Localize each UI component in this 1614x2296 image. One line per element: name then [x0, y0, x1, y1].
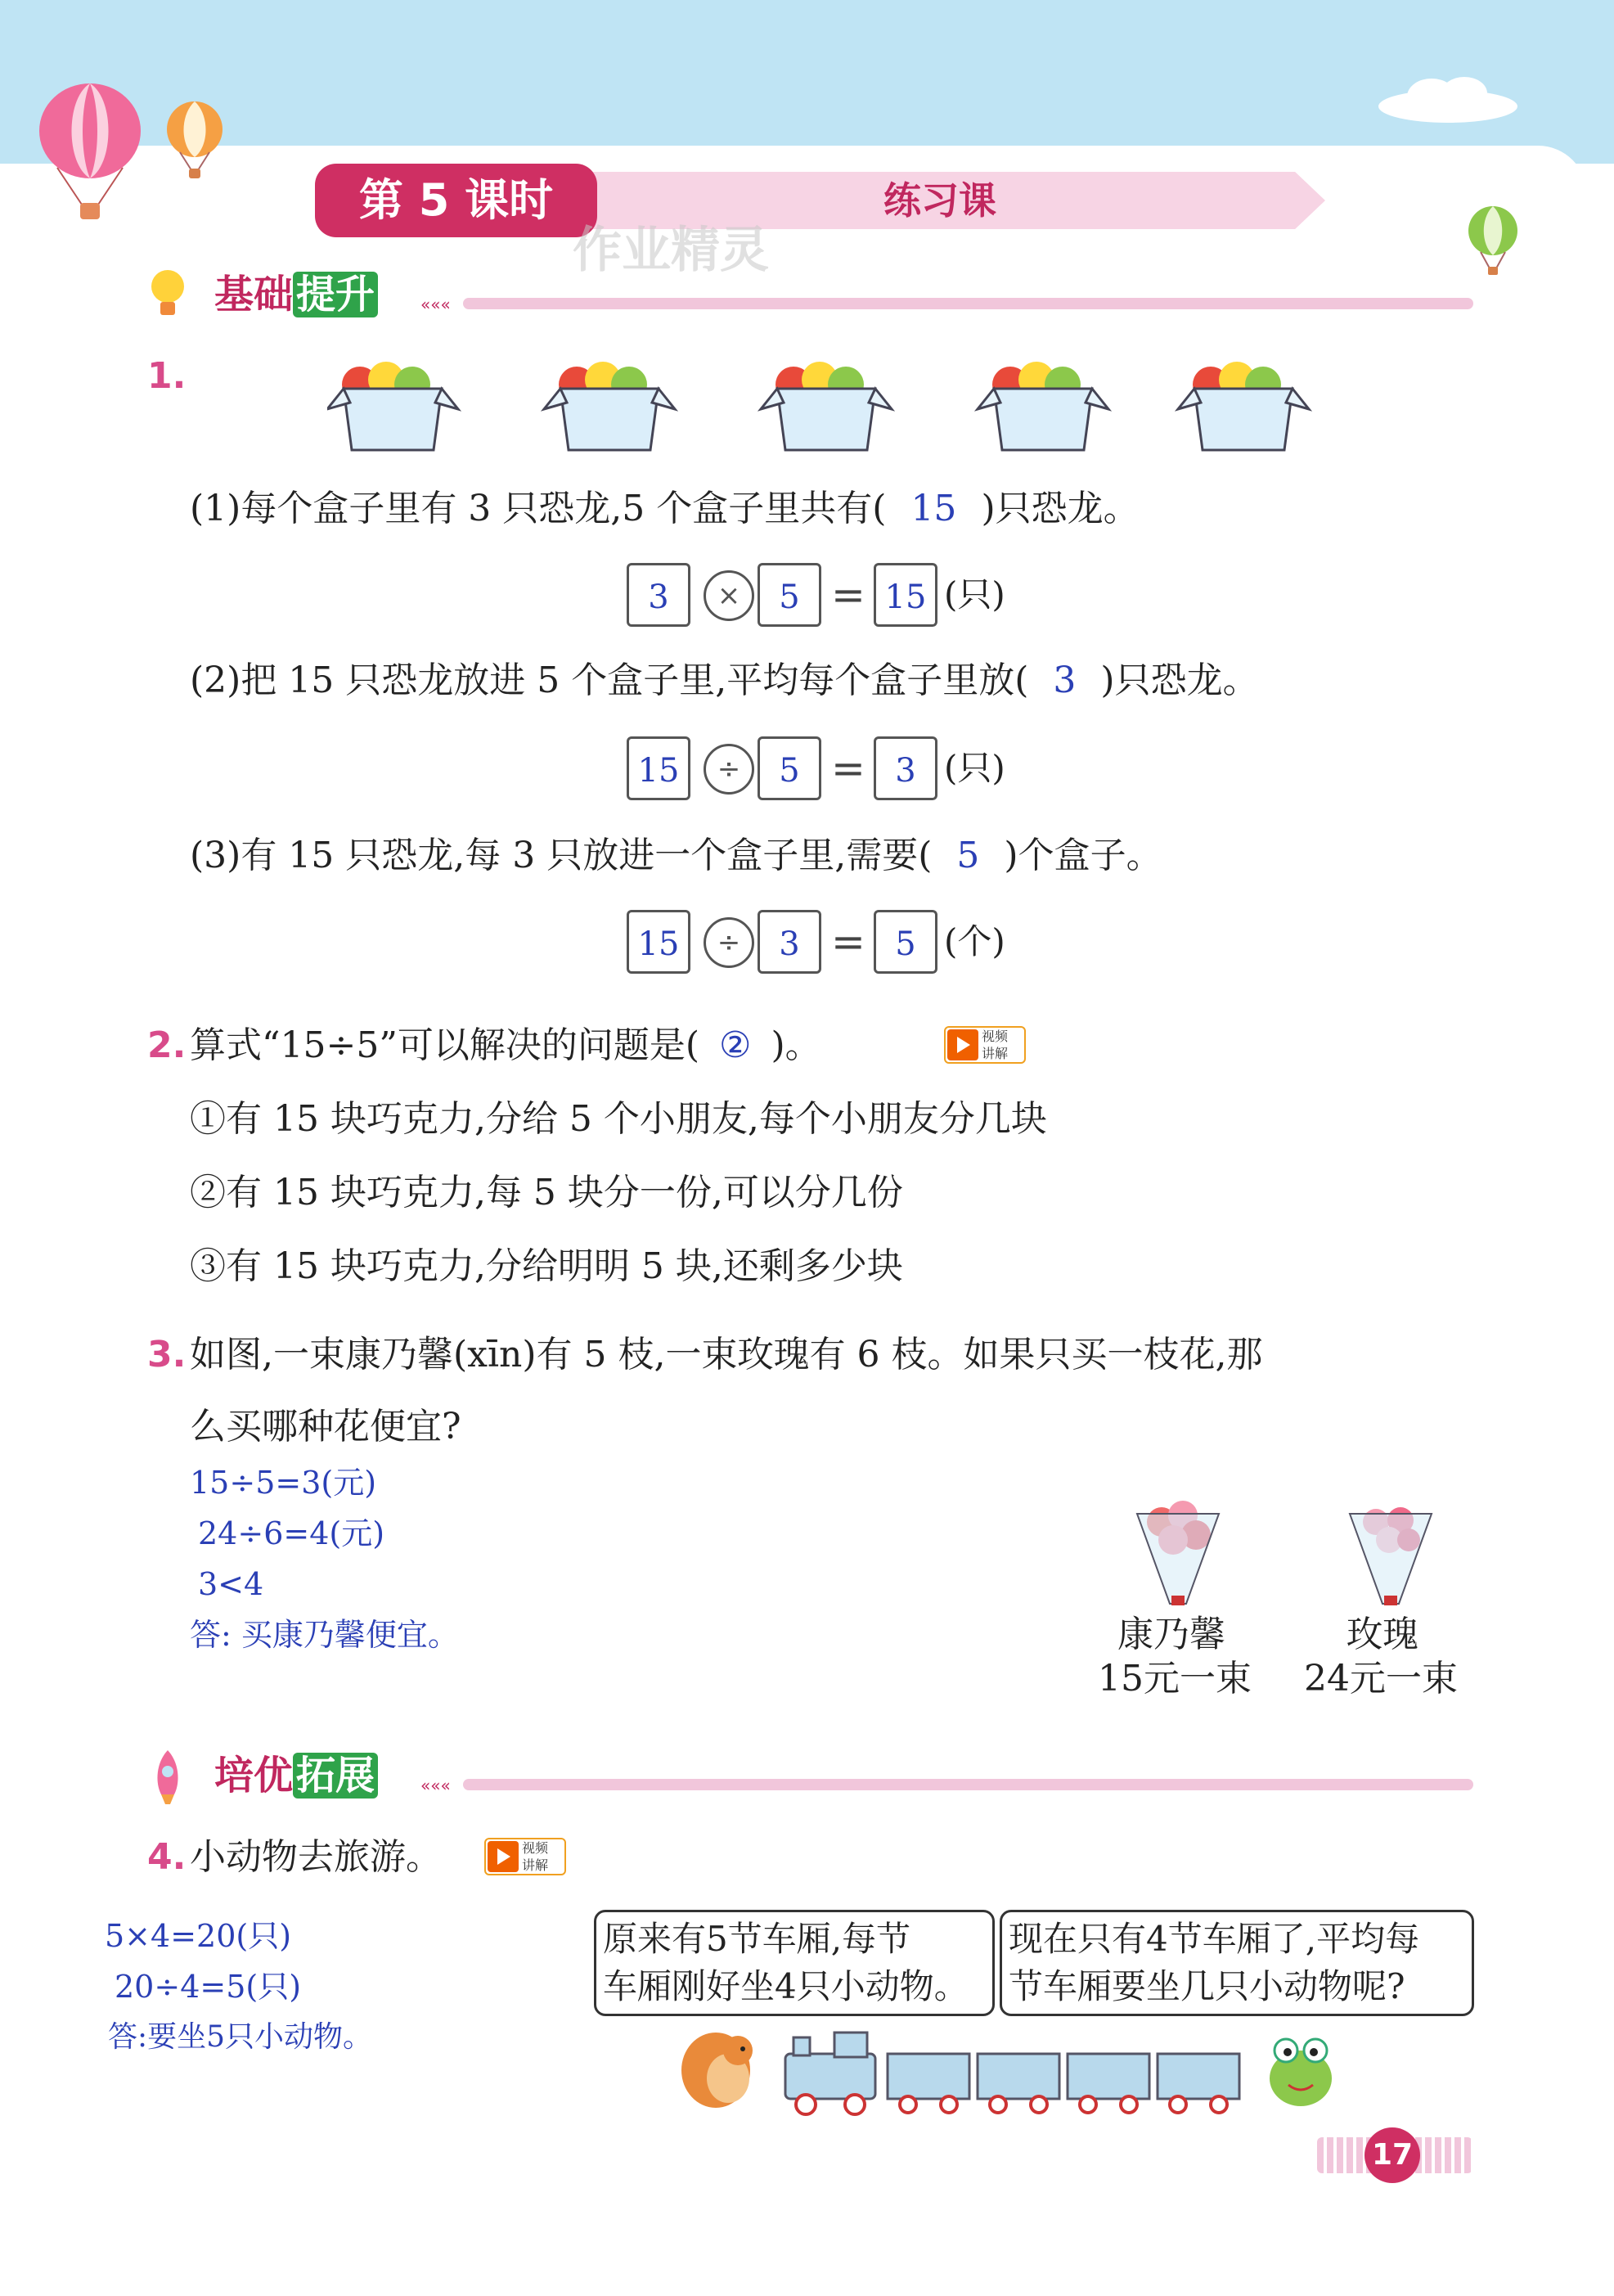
lesson-type-label: 练习课 [883, 178, 996, 223]
q1-sub2-equation [627, 736, 1068, 802]
flower-price: 15元一束 [1098, 1658, 1252, 1699]
question-number: 1. [147, 355, 187, 397]
q1-sub1-equation [627, 563, 1068, 628]
q3-text-line2: 么买哪种花便宜? [190, 1406, 461, 1447]
unit-label: (只) [944, 574, 1005, 615]
flower-name: 玫瑰 [1346, 1614, 1418, 1655]
section-title-basic: 基础提升 [214, 270, 378, 319]
video-lesson-button[interactable]: 视频 讲解 [944, 1026, 1026, 1064]
watermark: 作业精灵 [573, 222, 769, 279]
rocket-icon [147, 1747, 188, 1808]
q3-answer-line: 答: 买康乃馨便宜。 [190, 1617, 459, 1653]
q2-text: 算式“15÷5”可以解决的问题是( ② )。 [190, 1024, 821, 1066]
flower-price: 24元一束 [1304, 1658, 1458, 1699]
page-number: 17 [1364, 2127, 1420, 2183]
section-divider [463, 1779, 1473, 1790]
q4-work-line: 20÷4=5(只) [115, 1969, 302, 2005]
equation-box: 3 [874, 736, 937, 800]
small-balloon-icon [162, 98, 227, 180]
q2-option-3: ③有 15 块巧克力,分给明明 5 块,还剩多少块 [190, 1245, 903, 1287]
answer: 15 [910, 488, 957, 529]
operator-circle: ÷ [704, 917, 754, 968]
equals-sign: = [831, 745, 865, 792]
rose-bouquet-icon [1342, 1489, 1440, 1612]
question-number: 4. [147, 1836, 187, 1878]
q1-sub1-text: (1)每个盒子里有 3 只恐龙,5 个盒子里共有( 15 )只恐龙。 [190, 488, 1140, 529]
question-number: 2. [147, 1024, 187, 1066]
section-arrows: ««« [420, 1776, 451, 1795]
q4-title: 小动物去旅游。 [190, 1836, 442, 1878]
speech-bubble-right: 现在只有4节车厢了,平均每 节车厢要坐几只小动物呢? [1000, 1910, 1474, 2016]
equation-box: 5 [758, 736, 821, 800]
q1-sub3-equation [627, 910, 1068, 975]
lesson-number-label: 第 5 课时 [315, 164, 597, 237]
play-icon [488, 1841, 519, 1872]
equation-box: 15 [627, 736, 690, 800]
q3-work-line: 3<4 [198, 1566, 264, 1602]
q1-sub2-text: (2)把 15 只恐龙放进 5 个盒子里,平均每个盒子里放( 3 )只恐龙。 [190, 660, 1259, 701]
q1-sub3-text: (3)有 15 只恐龙,每 3 只放进一个盒子里,需要( 5 )个盒子。 [190, 835, 1162, 876]
section-title-advanced: 培优拓展 [214, 1751, 378, 1800]
q2-option-2: ②有 15 块巧克力,每 5 块分一份,可以分几份 [190, 1172, 903, 1213]
operator-circle: × [704, 570, 754, 621]
equals-sign: = [831, 918, 865, 966]
lightbulb-icon [147, 266, 188, 323]
flower-name: 康乃馨 [1117, 1614, 1225, 1655]
equation-box: 15 [874, 563, 937, 627]
operator-circle: ÷ [704, 744, 754, 795]
equation-box: 15 [627, 910, 690, 974]
cloud-icon [1374, 74, 1522, 123]
unit-label: (只) [944, 748, 1005, 788]
q4-work-line: 5×4=20(只) [105, 1918, 292, 1954]
answer: 3 [1053, 660, 1077, 701]
question-number: 3. [147, 1334, 187, 1375]
play-icon [947, 1029, 978, 1060]
train-illustration [646, 2021, 1366, 2127]
q2-option-1: ①有 15 块巧克力,分给 5 个小朋友,每个小朋友分几块 [190, 1098, 1047, 1140]
equation-box: 3 [627, 563, 690, 627]
unit-label: (个) [944, 921, 1005, 961]
video-lesson-button[interactable]: 视频 讲解 [484, 1838, 566, 1875]
speech-bubble-left: 原来有5节车厢,每节 车厢刚好坐4只小动物。 [594, 1910, 995, 2016]
equation-box: 3 [758, 910, 821, 974]
q4-answer-line: 答:要坐5只小动物。 [108, 2020, 373, 2054]
hot-air-balloon-icon [33, 82, 147, 225]
q3-work-line: 24÷6=4(元) [198, 1515, 385, 1551]
dinosaur-boxes-illustration [327, 352, 1489, 458]
equation-box: 5 [758, 563, 821, 627]
q3-work-line: 15÷5=3(元) [190, 1465, 377, 1501]
q3-text-line1: 如图,一束康乃馨(xīn)有 5 枝,一束玫瑰有 6 枝。如果只买一枝花,那 [190, 1334, 1263, 1375]
section-arrows: ««« [420, 295, 451, 314]
answer: 5 [956, 835, 980, 876]
equals-sign: = [831, 571, 865, 619]
sky-background [0, 0, 1614, 164]
answer: ② [719, 1024, 752, 1066]
equation-box: 5 [874, 910, 937, 974]
section-divider [463, 298, 1473, 309]
carnation-bouquet-icon [1129, 1489, 1227, 1612]
green-balloon-icon [1464, 203, 1522, 277]
